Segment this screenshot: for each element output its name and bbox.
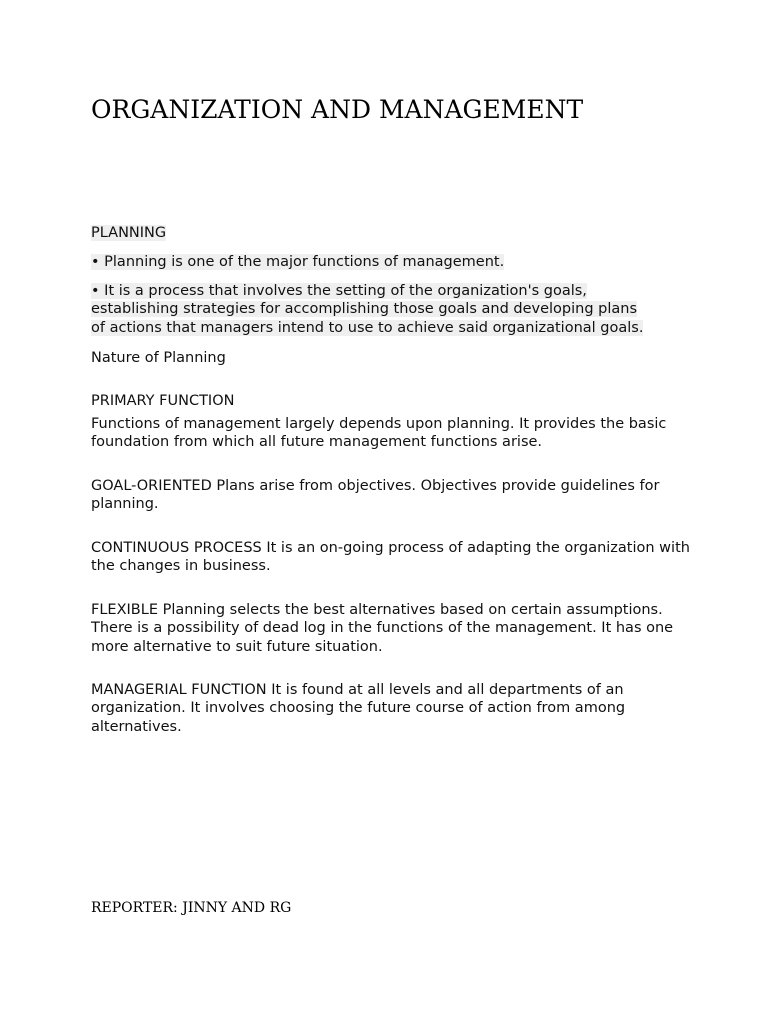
bullet-item-1	[91, 253, 504, 272]
goal-oriented-paragraph: GOAL-ORIENTED Plans arise from objectives. Objectives provide guidelines for planning.	[91, 478, 660, 513]
section-heading-planning	[91, 224, 166, 243]
bullet-item-1-text: • Planning is one of the major functions of management.	[91, 254, 505, 270]
primary-function-heading: PRIMARY FUNCTION	[91, 393, 235, 409]
managerial-function-paragraph: MANAGERIAL FUNCTION It is found at all levels and all departments of an organization. It involves choosing the future course of action from among alternatives.	[91, 682, 626, 735]
continuous-process-paragraph: CONTINUOUS PROCESS It is an on-going process of adapting the organization with the changes in business.	[91, 540, 690, 575]
flexible-paragraph: FLEXIBLE Planning selects the best alternatives based on certain assumptions. There is a possibility of dead log in the functions of the management. It has one more alternative to suit future situation.	[91, 602, 674, 655]
bullet-item-2-text: • It is a process that involves the setting of the organization's goals, establishing strategies for accomplishing those goals and developing plans of actions that managers intend to use to achieve said organizational goals.	[91, 283, 644, 336]
nature-of-planning-heading: Nature of Planning	[91, 350, 226, 366]
bullet-item-2	[91, 282, 651, 337]
document-title: ORGANIZATION AND MANAGEMENT	[91, 95, 584, 124]
primary-function-paragraph: Functions of management largely depends upon planning. It provides the basic foundation from which all future management functions arise.	[91, 416, 667, 451]
reporter-line: REPORTER: JINNY AND RG	[91, 900, 292, 916]
section-heading-text: PLANNING	[91, 225, 167, 241]
